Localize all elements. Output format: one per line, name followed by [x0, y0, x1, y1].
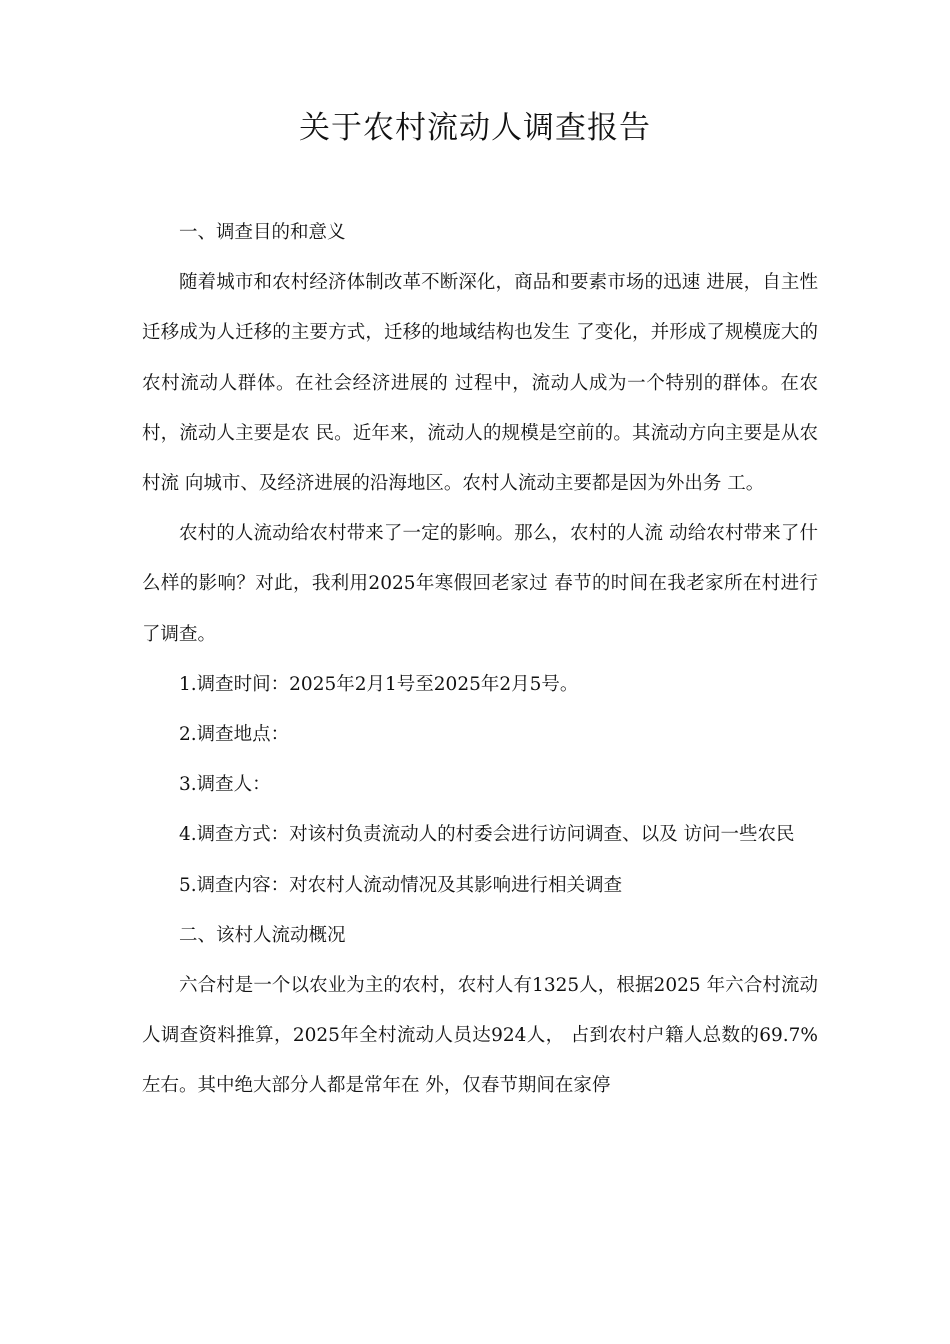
section-heading-purpose: 一、调查目的和意义: [179, 222, 346, 243]
document-title: 关于农村流动人调查报告: [299, 110, 651, 146]
paragraph-village-overview: 六合村是一个以农业为主的农村，农村人有1325人，根据2025 年六合村流动人调查资料推算，2025年全村流动人员达924人， 占到农村户籍人总数的69.7%左右。其中绝大部分人都是常年在 外，仅春节期间在家停: [142, 975, 818, 1097]
document-body: [142, 208, 818, 1112]
list-item-surveyor: 3.调查人：: [179, 774, 271, 796]
section-heading-overview: 二、该村人流动概况: [179, 924, 346, 946]
list-item-survey-content: 5.调查内容：对农村人流动情况及其影响进行相关调查: [179, 874, 623, 896]
list-item-survey-time: 1.调查时间：2025年2月1号至2025年2月5号。: [179, 673, 579, 695]
paragraph-impact-question: 农村的人流动给农村带来了一定的影响。那么，农村的人流 动给农村带来了什么样的影响？对此，我利用2025年寒假回老家过 春节的时间在我老家所在村进行了调查。: [142, 523, 818, 645]
list-item-survey-method: 4.调查方式：对该村负责流动人的村委会进行访问调查、以及 访问一些农民: [179, 824, 795, 846]
paragraph-background: 随着城市和农村经济体制改革不断深化，商品和要素市场的迅速 进展，自主性迁移成为人迁移的主要方式，迁移的地域结构也发生 了变化，并形成了规模庞大的农村流动人群体。在社会经济进展的 过程中，流动人成为一个特别的群体。在农村，流动人主要是农 民。近年来，流动人的规模是空前的。其流动方向主要是从农村流 向城市、及经济进展的沿海地区。农村人流动主要都是因为外出务 工。: [142, 272, 818, 495]
list-item-survey-location: 2.调查地点：: [179, 724, 290, 746]
